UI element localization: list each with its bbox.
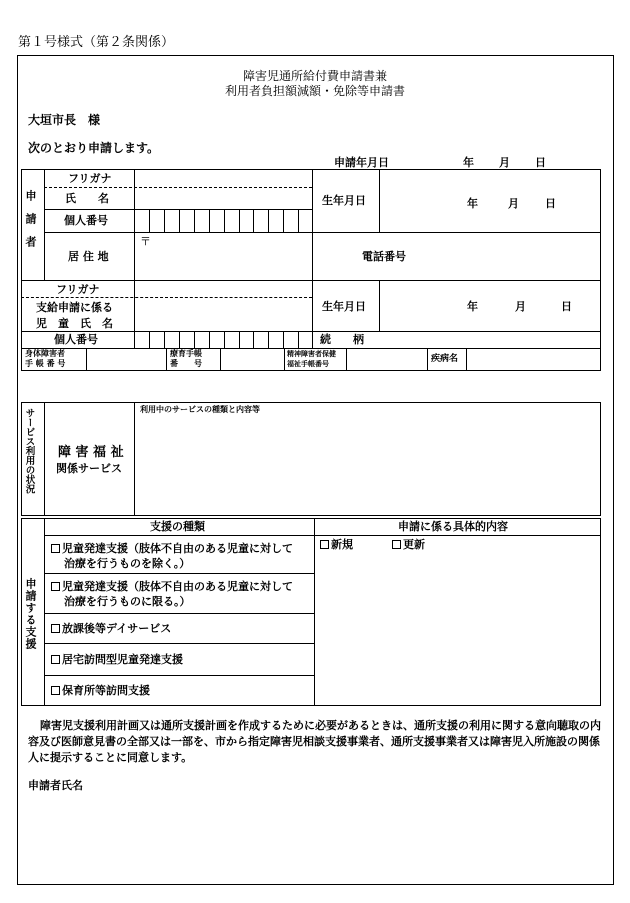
child-birth-day: 日 <box>561 300 572 313</box>
application-date-month: 月 <box>499 156 510 169</box>
form-number: 第１号様式（第２条関係） <box>18 35 175 50</box>
applicant-number-label: 個人番号 <box>64 214 108 227</box>
support-type-2-line1: 児童発達支援（肢体不自由のある児童に対して <box>62 580 293 593</box>
applicant-name-signature-label: 申請者氏名 <box>28 779 83 792</box>
renew-checkbox[interactable] <box>392 539 425 550</box>
support-type-3-label: 放課後等デイサービス <box>62 622 172 635</box>
application-date-day: 日 <box>535 156 546 169</box>
postal-mark: 〒 <box>140 235 151 248</box>
application-date-year: 年 <box>463 156 474 169</box>
support-section-label: 申請する支援 <box>24 578 37 650</box>
support-type-1-line2: 治療を行うものを除く。） <box>64 557 191 570</box>
intro-text: 次のとおり申請します。 <box>28 141 160 155</box>
support-type-1[interactable] <box>51 543 293 554</box>
support-type-3[interactable] <box>51 623 171 634</box>
child-number-label: 個人番号 <box>54 333 98 346</box>
support-type-1-line1: 児童発達支援（肢体不自由のある児童に対して <box>62 542 293 555</box>
checkbox-icon <box>51 686 60 695</box>
support-type-2-line2: 治療を行うものに限る。） <box>64 595 191 608</box>
support-content-header: 申請に係る具体的内容 <box>398 520 508 533</box>
relationship-label: 続 柄 <box>320 333 364 346</box>
form-title-line1: 障害児通所給付費申請書兼 <box>242 69 387 83</box>
applicant-birth-month: 月 <box>508 197 519 210</box>
service-note: 利用中のサービスの種類と内容等 <box>140 405 260 414</box>
support-type-5[interactable] <box>51 685 150 696</box>
checkbox-icon <box>51 624 60 633</box>
applicant-address-label: 居 住 地 <box>68 250 109 263</box>
phone-label: 電話番号 <box>362 250 406 263</box>
consent-text: 障害児支援利用計画又は通所支援計画を作成するために必要があるときは、通所支援の利用に関する意向聴取の内容及び医師意見書の全部又は一部を、市から指定障害児相談支援事業者、通所支援事業者又は障害児入所施設の関係人に提示することに同意します。 <box>28 719 601 764</box>
support-type-5-label: 保育所等訪問支援 <box>62 684 150 697</box>
support-type-4-label: 居宅訪問型児童発達支援 <box>62 653 183 666</box>
applicant-birth-day: 日 <box>545 197 556 210</box>
service-category-line2: 関係サービス <box>56 462 122 475</box>
support-type-2[interactable] <box>51 581 293 592</box>
service-status-section-label: サービス利用の状況 <box>23 408 35 494</box>
service-category-line1: 障 害 福 祉 <box>58 445 124 460</box>
addressee: 大垣市長 様 <box>28 113 101 127</box>
applicant-name-label: 氏 名 <box>65 192 109 205</box>
checkbox-icon <box>51 655 60 664</box>
applicant-furigana-label: フリガナ <box>68 172 112 185</box>
child-birthdate-label: 生年月日 <box>322 300 366 313</box>
child-name-label-line1: 支給申請に係る <box>36 301 113 314</box>
disease-label: 疾病名 <box>431 354 459 364</box>
child-furigana-label: フリガナ <box>56 283 100 296</box>
renew-label: 更新 <box>403 538 425 551</box>
rehab-handbook-label-line1: 療育手帳 <box>170 349 202 358</box>
physical-handbook-label-line1: 身体障害者 <box>25 349 65 358</box>
applicant-birth-year: 年 <box>467 197 478 210</box>
mental-handbook-label-line1: 精神障害者保健 <box>287 350 336 358</box>
rehab-handbook-label-line2: 番 号 <box>170 359 202 368</box>
child-birth-month: 月 <box>515 300 526 313</box>
new-label: 新規 <box>331 538 353 551</box>
child-birth-year: 年 <box>467 300 478 313</box>
mental-handbook-label-line2: 福祉手帳番号 <box>287 360 329 368</box>
checkbox-icon <box>51 544 60 553</box>
form-title-line2: 利用者負担額減額・免除等申請書 <box>224 84 405 98</box>
physical-handbook-label-line2: 手 帳 番 号 <box>25 359 66 368</box>
applicant-section-label: 申請者 <box>24 190 37 259</box>
new-checkbox[interactable] <box>320 539 353 550</box>
checkbox-icon <box>392 540 401 549</box>
child-name-label-line2: 児 童 氏 名 <box>36 317 113 330</box>
applicant-birthdate-label: 生年月日 <box>322 194 366 207</box>
support-type-4[interactable] <box>51 654 183 665</box>
support-type-header: 支援の種類 <box>150 520 205 533</box>
application-date-label: 申請年月日 <box>334 156 389 169</box>
checkbox-icon <box>320 540 329 549</box>
checkbox-icon <box>51 582 60 591</box>
